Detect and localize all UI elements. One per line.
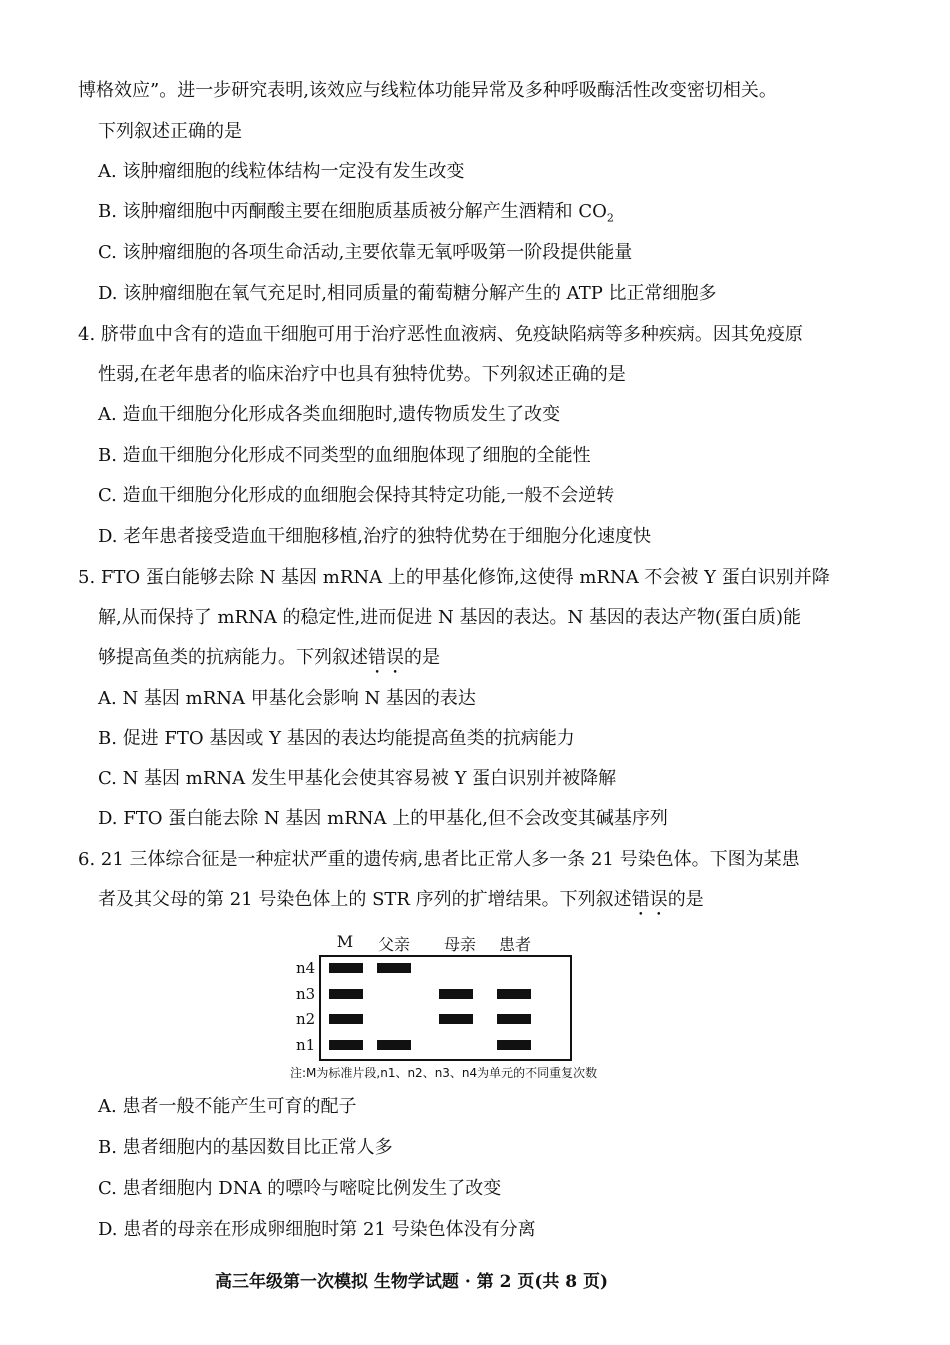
q5-stem-text: 够提高鱼类的抗病能力。下列叙述 <box>98 647 368 668</box>
q6-stem-line2 <box>98 888 704 920</box>
gel-band-0-n1 <box>329 1040 363 1050</box>
gel-note: 注:M为标准片段,n1、n2、n3、n4为单元的不同重复次数 <box>290 1066 598 1080</box>
q6-stem-text: 者及其父母的第 21 号染色体上的 STR 序列的扩增结果。下列叙述 <box>98 889 632 910</box>
q3-option-d: D. 该肿瘤细胞在氧气充足时,相同质量的葡萄糖分解产生的 ATP 比正常细胞多 <box>98 283 717 304</box>
q4-option-c: C. 造血干细胞分化形成的血细胞会保持其特定功能,一般不会逆转 <box>98 485 615 506</box>
gel-row-label-n1: n1 <box>296 1036 316 1054</box>
gel-band-3-n3 <box>497 989 531 999</box>
q3-question: 下列叙述正确的是 <box>98 121 242 142</box>
q4-stem-line1: 4. 脐带血中含有的造血干细胞可用于治疗恶性血液病、免疫缺陷病等多种疾病。因其免疫原 <box>78 324 803 345</box>
gel-box <box>319 955 572 1061</box>
q5-stem-end: 的是 <box>404 647 440 668</box>
q6-stem-end: 的是 <box>667 889 704 910</box>
q4-option-a: A. 造血干细胞分化形成各类血细胞时,遗传物质发生了改变 <box>98 404 561 425</box>
q3-option-b <box>98 200 614 231</box>
gel-band-3-n2 <box>497 1014 531 1024</box>
gel-band-1-n4 <box>377 963 411 973</box>
q6-option-d: D. 患者的母亲在形成卵细胞时第 21 号染色体没有分离 <box>98 1219 536 1240</box>
q5-stem-line2: 解,从而保持了 mRNA 的稳定性,进而促进 N 基因的表达。N 基因的表达产物(蛋白质)能 <box>98 607 801 628</box>
gel-band-2-n2 <box>439 1014 473 1024</box>
gel-band-1-n1 <box>377 1040 411 1050</box>
q6-emphasis-word: 错误 <box>631 889 668 910</box>
q6-option-c: C. 患者细胞内 DNA 的嘌呤与嘧啶比例发生了改变 <box>98 1178 502 1199</box>
q6-option-a: A. 患者一般不能产生可育的配子 <box>98 1096 357 1117</box>
q5-option-a: A. N 基因 mRNA 甲基化会影响 N 基因的表达 <box>98 688 476 709</box>
gel-band-0-n4 <box>329 963 363 973</box>
gel-row-label-n2: n2 <box>296 1010 316 1028</box>
q3-intro-tail: 博格效应”。进一步研究表明,该效应与线粒体功能异常及多种呼吸酶活性改变密切相关。 <box>78 80 777 101</box>
page-footer: 高三年级第一次模拟 生物学试题 · 第 2 页(共 8 页) <box>215 1272 609 1292</box>
gel-band-0-n2 <box>329 1014 363 1024</box>
q4-option-b: B. 造血干细胞分化形成不同类型的血细胞体现了细胞的全能性 <box>98 445 591 466</box>
q3-option-b-text: B. 该肿瘤细胞中丙酮酸主要在细胞质基质被分解产生酒精和 CO <box>98 201 607 222</box>
gel-band-3-n1 <box>497 1040 531 1050</box>
str-gel-figure <box>290 928 650 1088</box>
co2-subscript: 2 <box>606 211 614 225</box>
q5-stem-line3 <box>98 646 440 678</box>
q5-emphasis-word: 错误 <box>368 647 404 668</box>
q5-stem-line1: 5. FTO 蛋白能够去除 N 基因 mRNA 上的甲基化修饰,这使得 mRNA 不会被 Y 蛋白识别并降 <box>78 567 830 588</box>
gel-band-0-n3 <box>329 989 363 999</box>
q5-option-b: B. 促进 FTO 基因或 Y 基因的表达均能提高鱼类的抗病能力 <box>98 728 575 749</box>
gel-column-label-father: 父亲 <box>377 935 410 954</box>
q5-option-d: D. FTO 蛋白能去除 N 基因 mRNA 上的甲基化,但不会改变其碱基序列 <box>98 808 668 829</box>
gel-column-label-mother: 母亲 <box>443 935 476 954</box>
gel-row-label-n3: n3 <box>296 985 316 1003</box>
gel-row-label-n4: n4 <box>296 959 316 977</box>
q4-option-d: D. 老年患者接受造血干细胞移植,治疗的独特优势在于细胞分化速度快 <box>98 526 651 547</box>
q6-stem-line1: 6. 21 三体综合征是一种症状严重的遗传病,患者比正常人多一条 21 号染色体。下图为某患 <box>78 849 800 870</box>
q3-option-a: A. 该肿瘤细胞的线粒体结构一定没有发生改变 <box>98 161 465 182</box>
q3-option-c: C. 该肿瘤细胞的各项生命活动,主要依靠无氧呼吸第一阶段提供能量 <box>98 242 633 263</box>
q5-option-c: C. N 基因 mRNA 发生甲基化会使其容易被 Y 蛋白识别并被降解 <box>98 768 617 789</box>
gel-column-label-patient: 患者 <box>498 935 531 954</box>
q4-stem-line2: 性弱,在老年患者的临床治疗中也具有独特优势。下列叙述正确的是 <box>98 364 626 385</box>
q6-option-b: B. 患者细胞内的基因数目比正常人多 <box>98 1137 393 1158</box>
gel-column-label-m: M <box>336 932 354 951</box>
gel-band-2-n3 <box>439 989 473 999</box>
